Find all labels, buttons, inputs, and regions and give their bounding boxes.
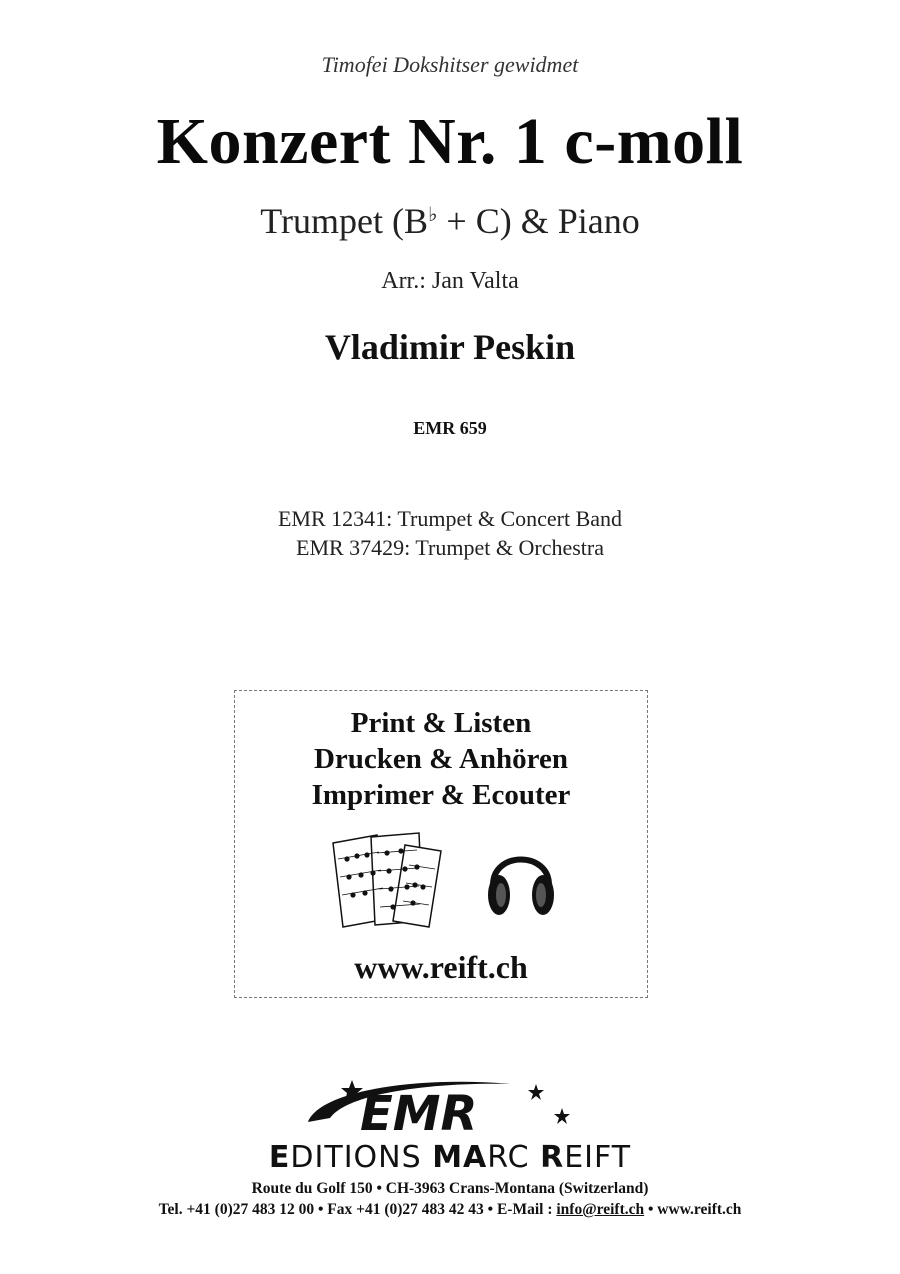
- instrumentation: [0, 200, 900, 242]
- publisher-part: EIFT: [564, 1140, 632, 1175]
- publisher-initial: E: [268, 1140, 291, 1175]
- headphones-icon: [485, 833, 557, 923]
- promo-line: Print & Listen: [350, 707, 532, 739]
- contact-website: • www.reift.ch: [644, 1201, 742, 1218]
- publisher-address: Route du Golf 150 • CH-3963 Crans-Montana (Switzerland): [251, 1180, 649, 1197]
- publisher-part: DITIONS: [290, 1140, 433, 1175]
- arranger: Arr.: Jan Valta: [381, 268, 519, 294]
- page-title: Konzert Nr. 1 c-moll: [156, 105, 744, 178]
- alternative-edition: EMR 37429: Trumpet & Orchestra: [296, 535, 604, 560]
- flat-symbol: ♭: [427, 204, 438, 226]
- publisher-initial: R: [540, 1140, 565, 1175]
- publisher-initial: MA: [432, 1140, 488, 1175]
- print-listen-box: [234, 690, 648, 998]
- promo-line: Imprimer & Ecouter: [311, 779, 571, 811]
- publisher-part: RC: [487, 1140, 541, 1175]
- catalog-number: EMR 659: [413, 418, 487, 438]
- alternative-edition: EMR 12341: Trumpet & Concert Band: [277, 506, 623, 531]
- promo-line: Drucken & Anhören: [313, 743, 569, 775]
- contact-phone-fax: Tel. +41 (0)27 483 12 00 • Fax +41 (0)27 483 42 43 • E-Mail :: [158, 1201, 557, 1218]
- publisher-name: [0, 1140, 900, 1175]
- sheet-music-icon: [327, 829, 455, 929]
- emr-logo: [300, 1072, 580, 1144]
- publisher-contact: [0, 1201, 900, 1219]
- instrumentation-part: + C) & Piano: [437, 201, 640, 241]
- composer: Vladimir Peskin: [324, 327, 576, 367]
- emr-logo-text: EMR: [360, 1086, 478, 1142]
- dedication: Timofei Dokshitser gewidmet: [321, 52, 579, 77]
- promo-url: www.reift.ch: [354, 949, 528, 985]
- instrumentation-part: Trumpet (B: [260, 201, 428, 241]
- email-link[interactable]: info@reift.ch: [556, 1201, 645, 1218]
